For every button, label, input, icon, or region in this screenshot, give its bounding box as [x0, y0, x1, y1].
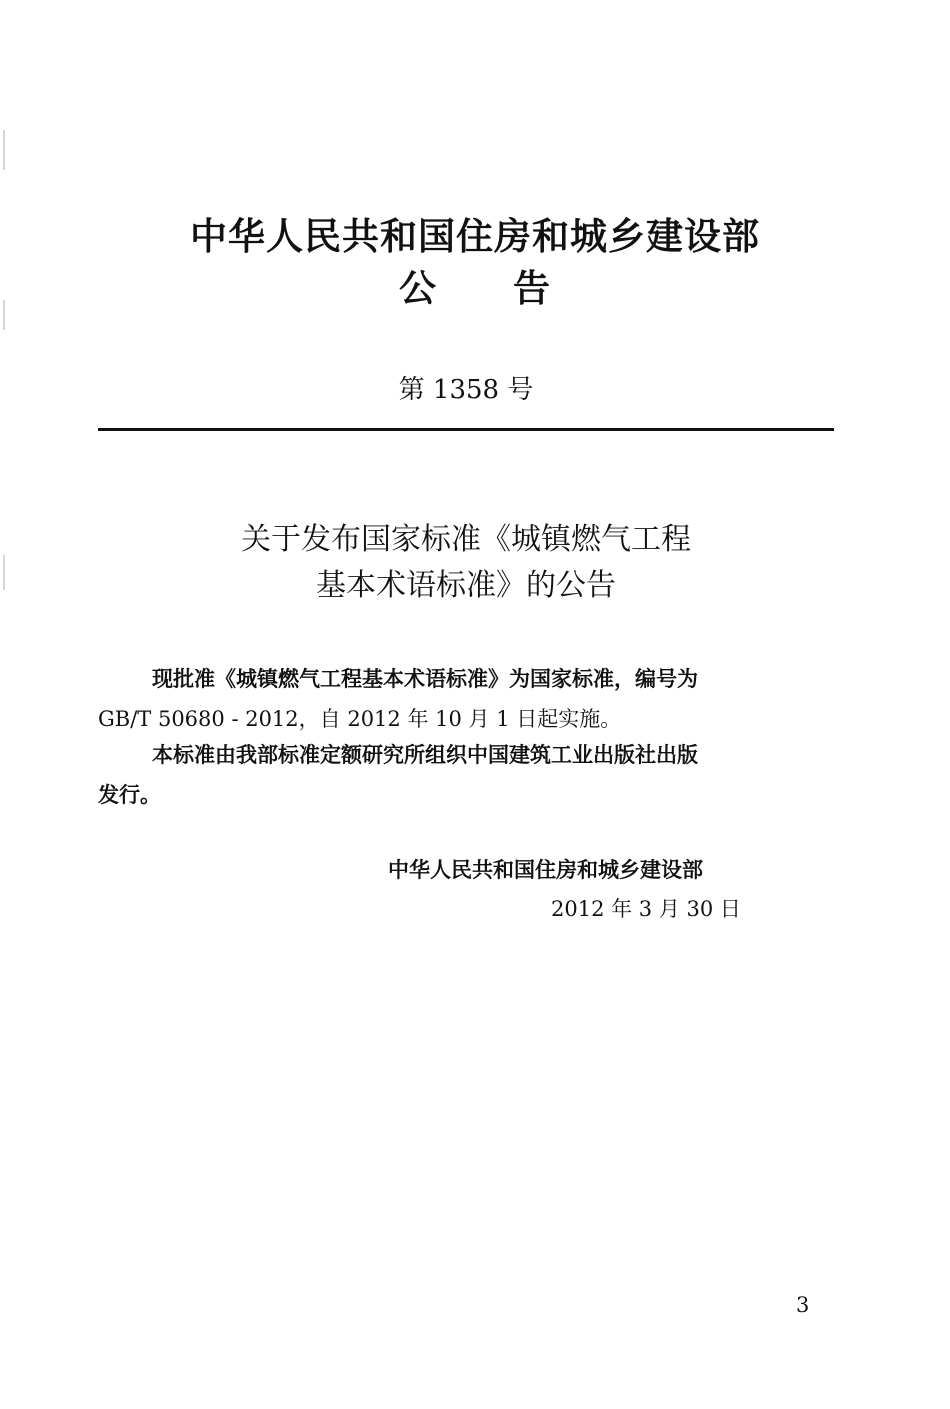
body-paragraph-1-line-2: GB/T 50680 - 2012，自 2012 年 10 月 1 日起实施。 — [98, 707, 622, 731]
signature-organization: 中华人民共和国住房和城乡建设部 — [388, 858, 703, 882]
announcement-heading: 公 告 — [399, 267, 551, 310]
body-paragraph-2-line-2: 发行。 — [98, 783, 161, 807]
body-paragraph-2-line-1: 本标准由我部标准定额研究所组织中国建筑工业出版社出版 — [152, 743, 698, 767]
page-number: 3 — [796, 1293, 810, 1317]
scan-edge-mark — [3, 130, 5, 170]
subject-title-line-2: 基本术语标准》的公告 — [316, 568, 616, 603]
header-divider — [98, 428, 834, 431]
signature-date: 2012 年 3 月 30 日 — [551, 897, 741, 921]
ministry-heading: 中华人民共和国住房和城乡建设部 — [190, 215, 760, 258]
body-paragraph-1-line-1: 现批准《城镇燃气工程基本术语标准》为国家标准，编号为 — [152, 667, 698, 691]
subject-title-line-1: 关于发布国家标准《城镇燃气工程 — [241, 522, 691, 557]
announcement-number: 第 1358 号 — [398, 375, 534, 405]
